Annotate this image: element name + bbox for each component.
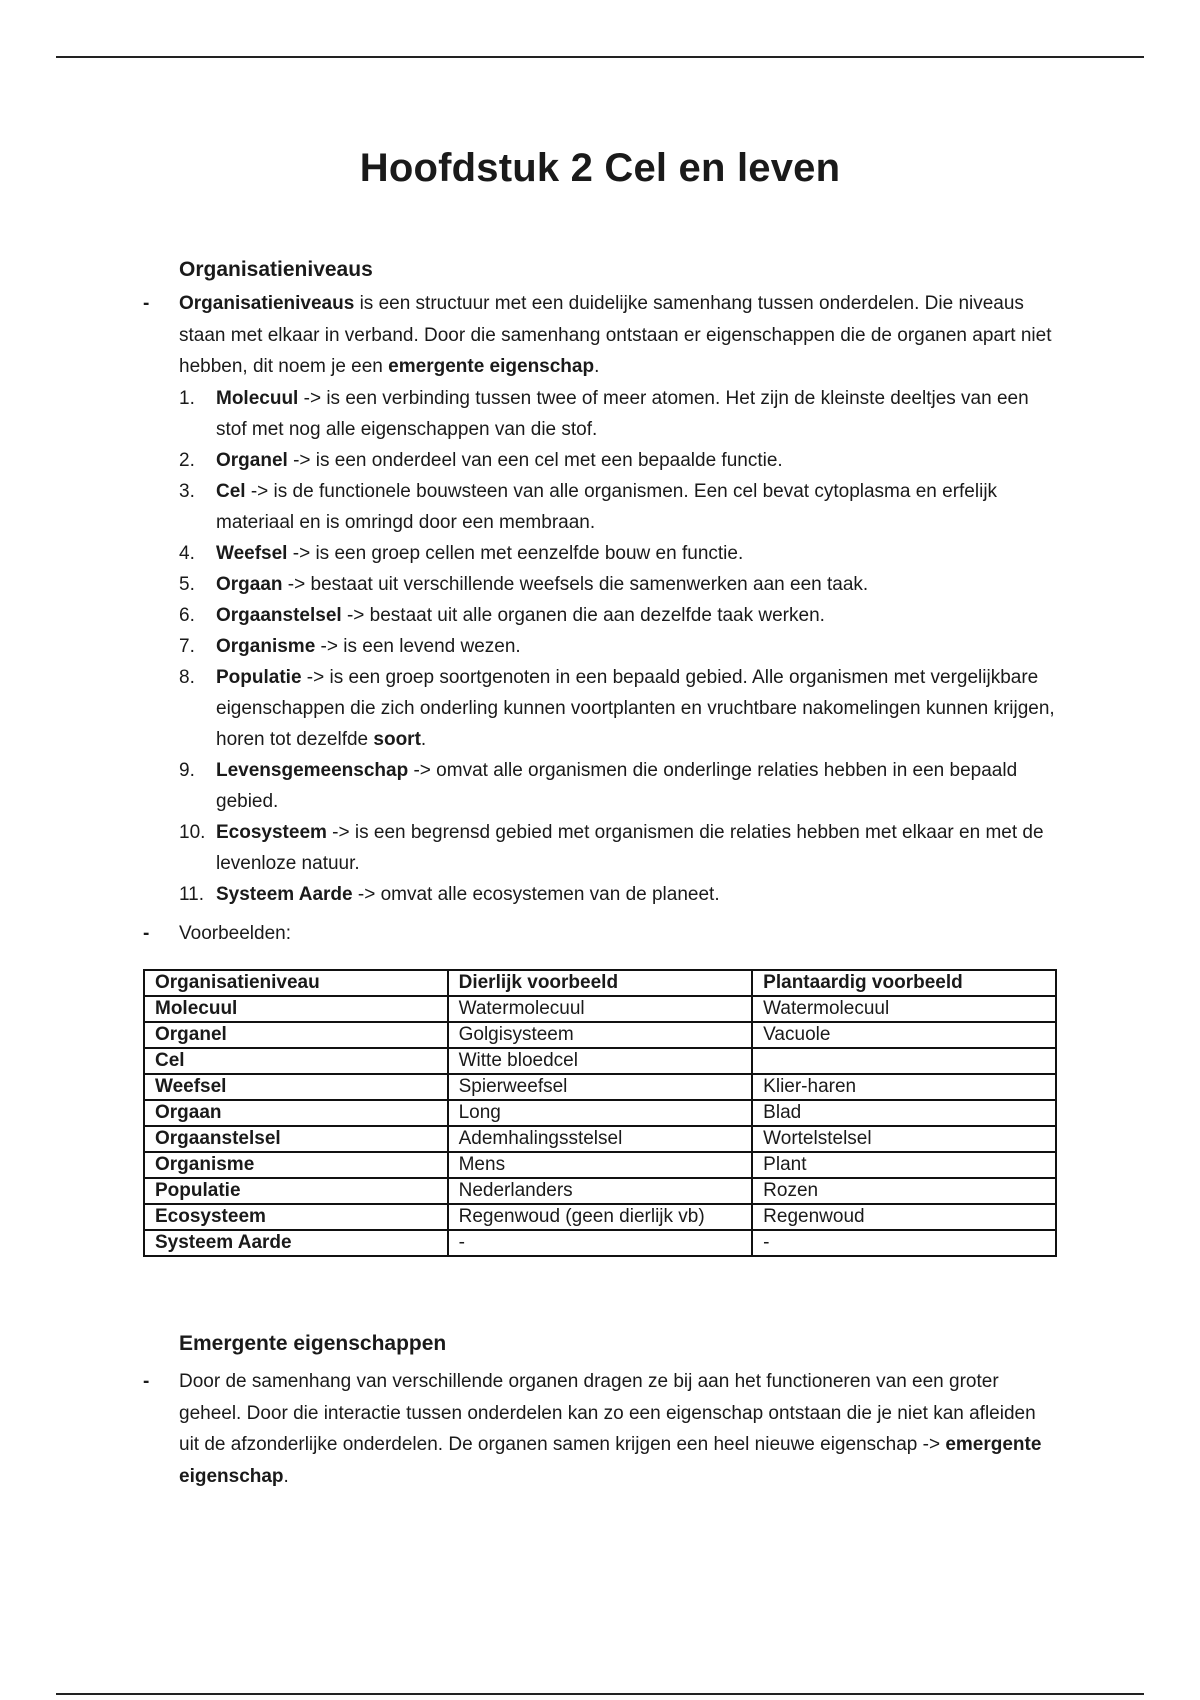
table-row: Molecuul Watermolecuul Watermolecuul: [144, 996, 1056, 1022]
section-heading-organisatieniveaus: Organisatieniveaus: [179, 258, 373, 281]
bullet-dash: -: [143, 1371, 150, 1392]
intro-text: is een structuur met een duidelijke samenhang tussen onderdelen. Die niveaus staan met elkaar in verband. Door die samenhang ontstaan er eigenschappen die de organen apart niet hebben, dit noem je een: [179, 293, 1052, 377]
table-row: Cel Witte bloedcel: [144, 1048, 1056, 1074]
intro-bold-end: emergente eigenschap: [388, 356, 595, 377]
intro-paragraph: [143, 288, 1059, 383]
table-header-row: [144, 970, 1056, 996]
list-item: 2. Organel -> is een onderdeel van een cel met een bepaalde functie.: [179, 450, 783, 471]
examples-table: [143, 969, 1057, 1257]
table-row: Orgaan Long Blad: [144, 1100, 1056, 1126]
table-row: Weefsel Spierweefsel Klier-haren: [144, 1074, 1056, 1100]
list-item: 7. Organisme -> is een levend wezen.: [179, 636, 521, 657]
page-title: Hoofdstuk 2 Cel en leven: [359, 146, 841, 190]
list-item: 5. Orgaan -> bestaat uit verschillende weefsels die samenwerken aan een taak.: [179, 574, 869, 595]
table-row: Organisme Mens Plant: [144, 1152, 1056, 1178]
bullet-dash: -: [143, 923, 150, 944]
table-header-cell: Plantaardig voorbeeld: [752, 970, 1056, 996]
intro-text-after: .: [594, 356, 600, 377]
levels-list: [179, 383, 1059, 910]
list-item: 1. Molecuul -> is een verbinding tussen twee of meer atomen. Het zijn de kleinste deeltjes van een stof met nog alle eigenschappen van die stof.: [179, 388, 1029, 440]
examples-label: - Voorbeelden:: [179, 918, 1059, 950]
emergent-paragraph: - Door de samenhang van verschillende organen dragen ze bij aan het functioneren van een groter geheel. Door die interactie tussen onderdelen kan zo een eigenschap ontstaan die je niet kan afleiden uit de afzonderlijke onderdelen. De organen samen krijgen een heel nieuwe eigenschap -> emergente eigenschap.: [179, 1366, 1059, 1492]
list-item: 3. Cel -> is de functionele bouwsteen van alle organismen. Een cel bevat cytoplasma en erfelijk materiaal en is omringd door een membraan.: [179, 481, 998, 533]
table-row: Systeem Aarde - -: [144, 1230, 1056, 1256]
list-item: 10. Ecosysteem -> is een begrensd gebied met organismen die relaties hebben met elkaar en met de levenloze natuur.: [179, 822, 1044, 874]
list-item: 8. Populatie -> is een groep soortgenoten in een bepaald gebied. Alle organismen met vergelijkbare eigenschappen die zich onderling kunnen voortplanten en vruchtbare nakomelingen kunnen krijgen, horen tot dezelfde soort.: [179, 667, 1055, 750]
list-item: 6. Orgaanstelsel -> bestaat uit alle organen die aan dezelfde taak werken.: [179, 605, 825, 626]
header-rule: [56, 56, 1144, 58]
table-header-cell: Dierlijk voorbeeld: [448, 970, 753, 996]
table-row: Populatie Nederlanders Rozen: [144, 1178, 1056, 1204]
table-row: Organel Golgisysteem Vacuole: [144, 1022, 1056, 1048]
bullet-dash: -: [143, 293, 150, 314]
table-header-cell: Organisatieniveau: [144, 970, 448, 996]
intro-term: Organisatieniveaus: [179, 293, 355, 314]
table-row: Orgaanstelsel Ademhalingsstelsel Wortelstelsel: [144, 1126, 1056, 1152]
list-item: 4. Weefsel -> is een groep cellen met eenzelfde bouw en functie.: [179, 543, 744, 564]
table-row: Ecosysteem Regenwoud (geen dierlijk vb) Regenwoud: [144, 1204, 1056, 1230]
section-heading-emergente: Emergente eigenschappen: [179, 1332, 447, 1355]
list-item: 9. Levensgemeenschap -> omvat alle organismen die onderlinge relaties hebben in een bepaald gebied.: [179, 760, 1018, 812]
footer-rule: [56, 1693, 1144, 1695]
list-item: 11. Systeem Aarde -> omvat alle ecosystemen van de planeet.: [179, 884, 720, 905]
